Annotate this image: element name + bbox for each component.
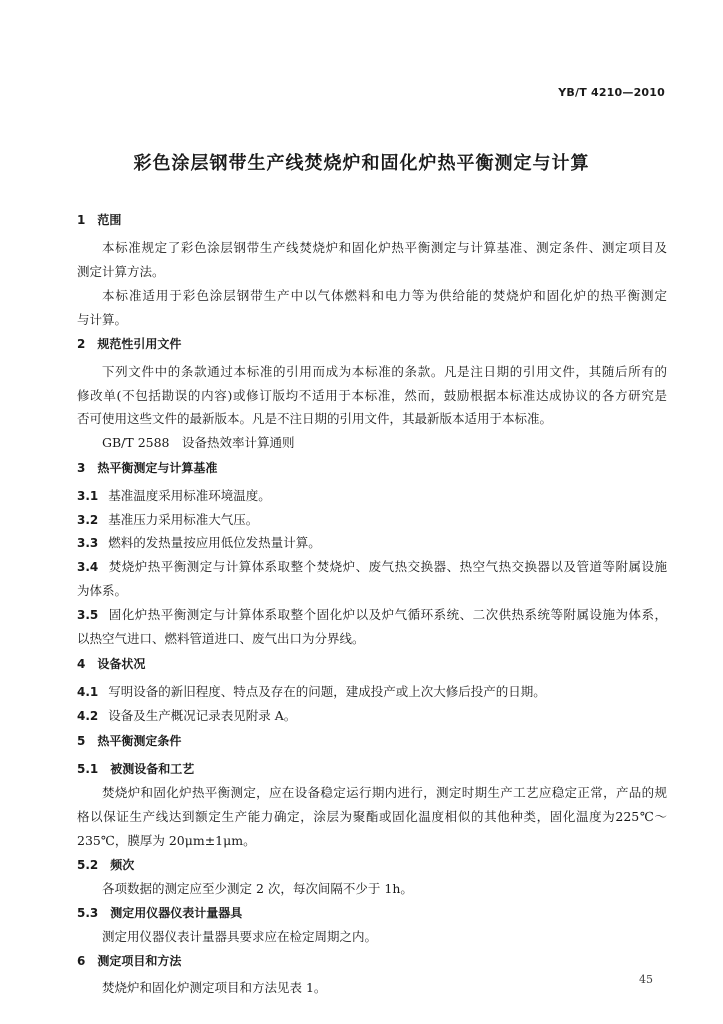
clause-number: 3.4 — [77, 560, 99, 574]
section-6-heading: 6 测定项目和方法 — [77, 954, 182, 968]
clause-3-1 — [77, 488, 271, 504]
section-1-heading: 1 范围 — [77, 213, 122, 227]
clause-3-4-line-2: 为体系。 — [77, 583, 128, 598]
s1-paragraph-1-line-1: 本标准规定了彩色涂层钢带生产线焚烧炉和固化炉热平衡测定与计算基准、测定条件、测定项目及 — [102, 240, 667, 255]
clause-3-2 — [77, 512, 258, 528]
clause-text: 固化炉热平衡测定与计算体系取整个固化炉以及炉气循环系统、二次供热系统等附属设施为体系， — [108, 607, 667, 622]
section-2-heading: 2 规范性引用文件 — [77, 337, 182, 351]
clause-text: 基准温度采用标准环境温度。 — [108, 488, 271, 503]
normative-reference: GB/T 2588 设备热效率计算通则 — [102, 435, 295, 450]
document-title: 彩色涂层钢带生产线焚烧炉和固化炉热平衡测定与计算 — [133, 153, 590, 174]
s5-3-line-1: 测定用仪器仪表计量器具要求应在检定周期之内。 — [102, 929, 378, 944]
subsection-5-1-heading: 5.1 被测设备和工艺 — [77, 762, 195, 776]
s5-1-line-3: 235℃，膜厚为 20μm±1μm。 — [77, 833, 256, 848]
clause-text: 燃料的发热量按应用低位发热量计算。 — [108, 535, 321, 550]
section-5-heading: 5 热平衡测定条件 — [77, 734, 182, 748]
clause-number: 3.3 — [77, 536, 99, 550]
clause-text: 设备及生产概况记录表见附录 A。 — [108, 708, 297, 723]
s6-paragraph: 焚烧炉和固化炉测定项目和方法见表 1。 — [102, 980, 327, 995]
s2-paragraph-line-1: 下列文件中的条款通过本标准的引用而成为本标准的条款。凡是注日期的引用文件，其随后所有的 — [102, 364, 667, 379]
clause-text: 基准压力采用标准大气压。 — [108, 512, 259, 527]
clause-text: 写明设备的新旧程度、特点及存在的问题，建成投产或上次大修后投产的日期。 — [108, 684, 546, 699]
s5-1-line-2: 格以保证生产线达到额定生产能力确定，涂层为聚酯或固化温度相似的其他种类，固化温度为225℃～ — [77, 809, 667, 824]
clause-number: 4.1 — [77, 685, 99, 699]
s1-paragraph-2-line-2: 与计算。 — [77, 312, 128, 327]
clause-number: 3.1 — [77, 489, 99, 503]
clause-4-1 — [77, 684, 546, 700]
page-number: 45 — [639, 973, 653, 986]
clause-3-4-line-1 — [77, 559, 667, 575]
s1-paragraph-2-line-1: 本标准适用于彩色涂层钢带生产中以气体燃料和电力等为供给能的焚烧炉和固化炉的热平衡测定 — [102, 288, 667, 303]
s5-2-line-1: 各项数据的测定应至少测定 2 次，每次间隔不少于 1h。 — [102, 881, 413, 896]
subsection-5-3-heading: 5.3 测定用仪器仪表计量器具 — [77, 906, 243, 920]
clause-3-3 — [77, 535, 321, 551]
clause-3-5-line-1 — [77, 607, 667, 623]
s2-paragraph-line-2: 修改单(不包括勘误的内容)或修订版均不适用于本标准，然而，鼓励根据本标准达成协议的各方研究是 — [77, 388, 667, 403]
s5-1-line-1: 焚烧炉和固化炉热平衡测定，应在设备稳定运行期内进行，测定时期生产工艺应稳定正常，产品的规 — [102, 785, 667, 800]
clause-number: 4.2 — [77, 709, 99, 723]
clause-text: 焚烧炉热平衡测定与计算体系取整个焚烧炉、废气热交换器、热空气热交换器以及管道等附属设施 — [108, 559, 667, 574]
standard-number: YB/T 4210—2010 — [558, 86, 665, 99]
s2-paragraph-line-3: 否可使用这些文件的最新版本。凡是不注日期的引用文件，其最新版本适用于本标准。 — [77, 411, 553, 426]
s1-paragraph-1-line-2: 测定计算方法。 — [77, 264, 165, 279]
clause-number: 3.5 — [77, 608, 99, 622]
clause-number: 3.2 — [77, 513, 99, 527]
section-4-heading: 4 设备状况 — [77, 657, 146, 671]
clause-4-2 — [77, 708, 296, 724]
section-3-heading: 3 热平衡测定与计算基准 — [77, 461, 218, 475]
clause-3-5-line-2: 以热空气进口、燃料管道进口、废气出口为分界线。 — [77, 631, 365, 646]
subsection-5-2-heading: 5.2 频次 — [77, 858, 135, 872]
